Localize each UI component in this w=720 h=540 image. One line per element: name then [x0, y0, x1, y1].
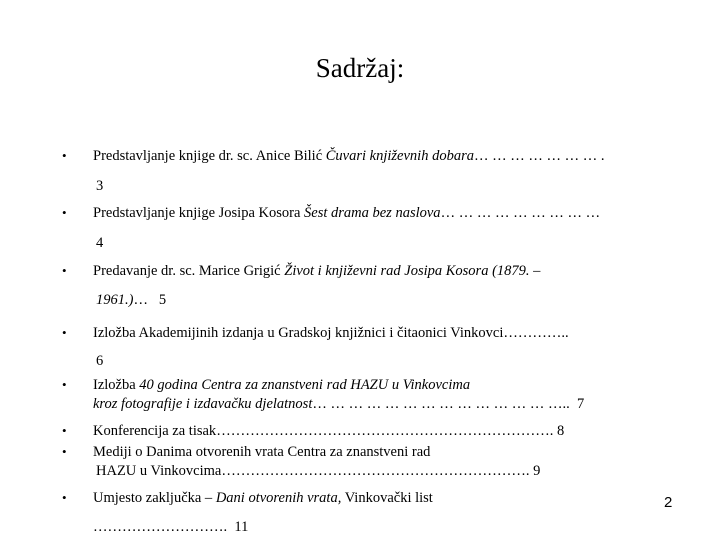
toc-item-8-page: 11 [234, 519, 249, 535]
toc-item-7-cont-line [96, 461, 540, 481]
toc-item-3-cont-line [96, 290, 166, 310]
toc-item-8-text: Umjesto zaključka – [93, 490, 216, 506]
toc-item-6-page: 8 [556, 423, 565, 439]
bullet: • [62, 263, 67, 278]
bullet: • [62, 205, 67, 220]
slide-number: 2 [664, 494, 673, 511]
toc-item-1-italic: Čuvari književnih dobara [325, 148, 474, 164]
toc-item-5-cont-line [93, 394, 584, 414]
toc-item-6-text: Konferencija za tisak [93, 423, 217, 439]
toc-item-2-line [93, 203, 600, 223]
toc-item-5-italic: 40 godina Centra za znanstveni rad HAZU u Vinkovcima [139, 377, 471, 393]
toc-item-8-line [93, 488, 433, 508]
toc-item-5-dots: … … … … … … … … … … … … … ….. [312, 396, 570, 412]
toc-item-5-line [93, 375, 470, 395]
toc-item-2-text: Predstavljanje knjige Josipa Kosora [93, 205, 305, 221]
bullet: • [62, 377, 67, 392]
toc-item-2-dots: … … … … … … … … … [440, 205, 601, 221]
toc-item-1-page: 3 [96, 178, 104, 194]
toc-item-8-italic: Dani otvorenih vrata, [215, 490, 342, 506]
toc-item-2-page: 4 [96, 235, 104, 251]
toc-item-7-text2: HAZU u Vinkovcima [96, 463, 222, 479]
bullet: • [62, 148, 67, 163]
toc-item-3-italic: Život i književni rad Josipa Kosora (1879. – [284, 263, 541, 279]
toc-item-8-dots: ………………………. [93, 519, 228, 535]
toc-item-1-text: Predstavljanje knjige dr. sc. Anice Bilić [93, 148, 326, 164]
toc-item-4-text: Izložba Akademijinih izdanja u Gradskoj knjižnici i čitaonici Vinkovci [93, 325, 504, 341]
bullet: • [62, 325, 67, 340]
toc-item-7-text: Mediji o Danima otvorenih vrata Centra za znanstveni rad [93, 444, 431, 460]
page-title: Sadržaj: [315, 53, 405, 83]
toc-item-3-text: Predavanje dr. sc. Marice Grigić [93, 263, 285, 279]
toc-item-6-line [93, 421, 564, 441]
toc-item-8-cont-line [93, 517, 248, 537]
toc-item-4-line [93, 323, 569, 343]
toc-item-5-page: 7 [576, 396, 585, 412]
toc-item-6-dots: ……………………………………………………………. [216, 423, 554, 439]
toc-item-7-dots: ………………………………………………………. [221, 463, 530, 479]
toc-item-5-text: Izložba [93, 377, 140, 393]
toc-item-3-page: 5 [158, 292, 167, 308]
toc-item-4-page: 6 [96, 353, 104, 369]
bullet: • [62, 490, 67, 505]
toc-item-7-page: 9 [533, 463, 541, 479]
toc-item-1-line [93, 146, 604, 166]
toc-item-3-line [93, 261, 540, 281]
toc-item-5-italic2: kroz fotografije i izdavačku djelatnost [93, 396, 313, 412]
toc-item-8-text-after: Vinkovački list [341, 490, 433, 506]
toc-item-3-italic2: 1961.) [96, 292, 134, 308]
bullet: • [62, 444, 67, 459]
toc-item-7-line [93, 442, 430, 462]
bullet: • [62, 423, 67, 438]
toc-item-4-dots: ………….. [503, 325, 569, 341]
toc-item-1-dots: … … … … … … … . [473, 148, 605, 164]
toc-item-2-italic: Šest drama bez naslova [304, 205, 441, 221]
toc-item-3-dots: … [133, 292, 148, 308]
